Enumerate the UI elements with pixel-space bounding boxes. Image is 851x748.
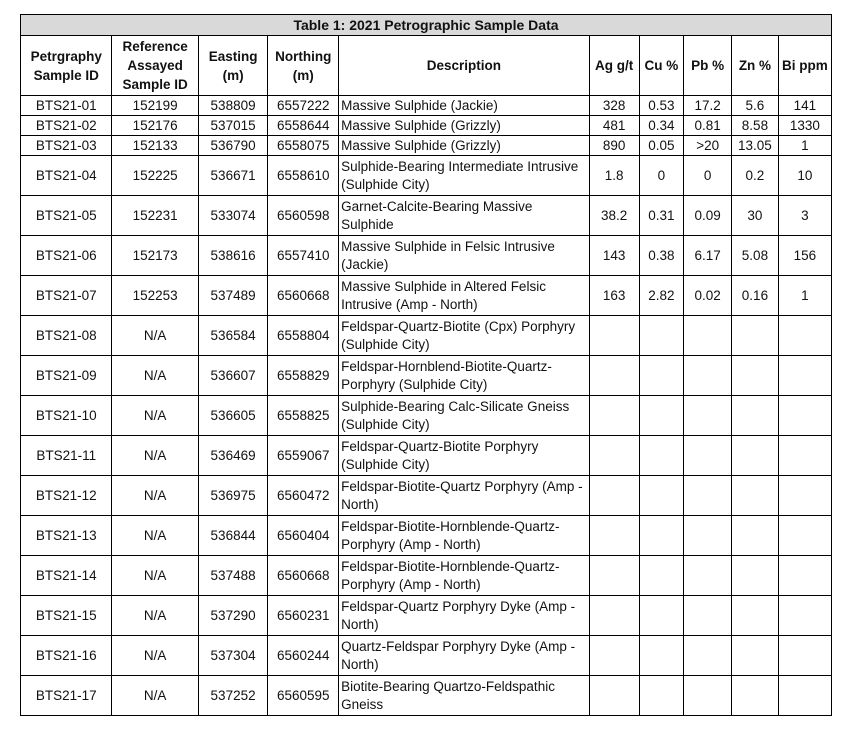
zn-cell [732, 396, 779, 436]
northing-cell: 6560231 [268, 596, 339, 636]
easting-cell: 537304 [198, 636, 268, 676]
pb-cell [684, 596, 732, 636]
reference-id-cell: N/A [112, 516, 198, 556]
northing-cell: 6558644 [268, 116, 339, 136]
pb-cell [684, 676, 732, 716]
reference-id-cell: 152199 [112, 96, 198, 116]
sample-id-cell: BTS21-15 [21, 596, 112, 636]
bi-cell: 1 [778, 276, 831, 316]
reference-id-cell: 152173 [112, 236, 198, 276]
ag-cell: 163 [589, 276, 639, 316]
northing-cell: 6557410 [268, 236, 339, 276]
cu-cell [639, 556, 684, 596]
northing-cell: 6560404 [268, 516, 339, 556]
easting-cell: 537489 [198, 276, 268, 316]
sample-id-cell: BTS21-17 [21, 676, 112, 716]
cu-cell: 0.05 [639, 136, 684, 156]
reference-id-cell: N/A [112, 396, 198, 436]
sample-id-cell: BTS21-10 [21, 396, 112, 436]
description-cell: Feldspar-Quartz-Biotite (Cpx) Porphyry (Sulphide City) [339, 316, 590, 356]
cu-cell [639, 676, 684, 716]
reference-id-cell: N/A [112, 636, 198, 676]
northing-cell: 6560472 [268, 476, 339, 516]
reference-id-cell: 152231 [112, 196, 198, 236]
table-row [21, 556, 832, 596]
zn-cell [732, 436, 779, 476]
ag-cell: 328 [589, 96, 639, 116]
zn-cell [732, 676, 779, 716]
sample-id-cell: BTS21-07 [21, 276, 112, 316]
table-row [21, 316, 832, 356]
table-row [21, 116, 832, 136]
sample-id-cell: BTS21-12 [21, 476, 112, 516]
pb-cell [684, 556, 732, 596]
bi-cell [778, 516, 831, 556]
bi-cell [778, 676, 831, 716]
table-body [21, 96, 832, 716]
easting-cell: 536584 [198, 316, 268, 356]
table-row [21, 596, 832, 636]
table-row [21, 516, 832, 556]
ag-cell: 481 [589, 116, 639, 136]
zn-cell: 13.05 [732, 136, 779, 156]
cu-cell [639, 396, 684, 436]
sample-id-cell: BTS21-01 [21, 96, 112, 116]
bi-cell [778, 436, 831, 476]
header-easting: Easting (m) [198, 36, 268, 96]
pb-cell [684, 476, 732, 516]
zn-cell: 0.16 [732, 276, 779, 316]
northing-cell: 6560598 [268, 196, 339, 236]
description-cell: Feldspar-Biotite-Quartz Porphyry (Amp - North) [339, 476, 590, 516]
table-row [21, 636, 832, 676]
header-sample-id: Petrgraphy Sample ID [21, 36, 112, 96]
ag-cell [589, 556, 639, 596]
bi-cell: 3 [778, 196, 831, 236]
easting-cell: 538616 [198, 236, 268, 276]
table-row [21, 356, 832, 396]
easting-cell: 536469 [198, 436, 268, 476]
zn-cell [732, 356, 779, 396]
zn-cell [732, 636, 779, 676]
northing-cell: 6557222 [268, 96, 339, 116]
northing-cell: 6559067 [268, 436, 339, 476]
reference-id-cell: N/A [112, 596, 198, 636]
northing-cell: 6560668 [268, 556, 339, 596]
bi-cell [778, 476, 831, 516]
northing-cell: 6558075 [268, 136, 339, 156]
bi-cell: 141 [778, 96, 831, 116]
bi-cell: 1 [778, 136, 831, 156]
northing-cell: 6560244 [268, 636, 339, 676]
zn-cell [732, 596, 779, 636]
table-row [21, 396, 832, 436]
header-cu: Cu % [639, 36, 684, 96]
cu-cell [639, 356, 684, 396]
reference-id-cell: N/A [112, 436, 198, 476]
ag-cell: 38.2 [589, 196, 639, 236]
northing-cell: 6558829 [268, 356, 339, 396]
reference-id-cell: N/A [112, 476, 198, 516]
cu-cell [639, 516, 684, 556]
table-row [21, 156, 832, 196]
pb-cell: 6.17 [684, 236, 732, 276]
sample-id-cell: BTS21-16 [21, 636, 112, 676]
header-ag: Ag g/t [589, 36, 639, 96]
pb-cell [684, 516, 732, 556]
easting-cell: 537488 [198, 556, 268, 596]
ag-cell [589, 396, 639, 436]
bi-cell [778, 396, 831, 436]
sample-id-cell: BTS21-08 [21, 316, 112, 356]
cu-cell: 0.31 [639, 196, 684, 236]
easting-cell: 537252 [198, 676, 268, 716]
ag-cell [589, 516, 639, 556]
header-description: Description [339, 36, 590, 96]
easting-cell: 536607 [198, 356, 268, 396]
sample-id-cell: BTS21-02 [21, 116, 112, 136]
zn-cell: 8.58 [732, 116, 779, 136]
description-cell: Massive Sulphide (Jackie) [339, 96, 590, 116]
easting-cell: 538809 [198, 96, 268, 116]
description-cell: Garnet-Calcite-Bearing Massive Sulphide [339, 196, 590, 236]
reference-id-cell: N/A [112, 316, 198, 356]
pb-cell: >20 [684, 136, 732, 156]
table-row [21, 136, 832, 156]
table-row [21, 676, 832, 716]
description-cell: Feldspar-Quartz Porphyry Dyke (Amp - North) [339, 596, 590, 636]
ag-cell: 1.8 [589, 156, 639, 196]
bi-cell [778, 316, 831, 356]
description-cell: Massive Sulphide in Felsic Intrusive (Jackie) [339, 236, 590, 276]
zn-cell [732, 556, 779, 596]
sample-id-cell: BTS21-13 [21, 516, 112, 556]
pb-cell: 0.09 [684, 196, 732, 236]
pb-cell: 0.81 [684, 116, 732, 136]
sample-id-cell: BTS21-06 [21, 236, 112, 276]
description-cell: Quartz-Feldspar Porphyry Dyke (Amp - North) [339, 636, 590, 676]
description-cell: Massive Sulphide (Grizzly) [339, 116, 590, 136]
ag-cell [589, 676, 639, 716]
header-row [21, 36, 832, 96]
pb-cell: 17.2 [684, 96, 732, 116]
easting-cell: 536790 [198, 136, 268, 156]
table-row [21, 436, 832, 476]
easting-cell: 533074 [198, 196, 268, 236]
description-cell: Massive Sulphide (Grizzly) [339, 136, 590, 156]
description-cell: Feldspar-Biotite-Hornblende-Quartz-Porphyry (Amp - North) [339, 556, 590, 596]
cu-cell [639, 636, 684, 676]
northing-cell: 6560595 [268, 676, 339, 716]
reference-id-cell: 152225 [112, 156, 198, 196]
easting-cell: 537290 [198, 596, 268, 636]
cu-cell [639, 476, 684, 516]
cu-cell [639, 436, 684, 476]
zn-cell [732, 476, 779, 516]
description-cell: Massive Sulphide in Altered Felsic Intrusive (Amp - North) [339, 276, 590, 316]
sample-id-cell: BTS21-11 [21, 436, 112, 476]
zn-cell: 0.2 [732, 156, 779, 196]
cu-cell [639, 316, 684, 356]
pb-cell [684, 316, 732, 356]
ag-cell [589, 596, 639, 636]
bi-cell [778, 596, 831, 636]
description-cell: Sulphide-Bearing Calc-Silicate Gneiss (Sulphide City) [339, 396, 590, 436]
bi-cell [778, 636, 831, 676]
header-zn: Zn % [732, 36, 779, 96]
pb-cell [684, 636, 732, 676]
zn-cell [732, 316, 779, 356]
pb-cell [684, 356, 732, 396]
sample-id-cell: BTS21-03 [21, 136, 112, 156]
header-bi: Bi ppm [778, 36, 831, 96]
cu-cell: 0.38 [639, 236, 684, 276]
cu-cell: 2.82 [639, 276, 684, 316]
description-cell: Feldspar-Quartz-Biotite Porphyry (Sulphide City) [339, 436, 590, 476]
table-row [21, 476, 832, 516]
reference-id-cell: 152253 [112, 276, 198, 316]
description-cell: Biotite-Bearing Quartzo-Feldspathic Gneiss [339, 676, 590, 716]
easting-cell: 536605 [198, 396, 268, 436]
easting-cell: 536844 [198, 516, 268, 556]
bi-cell: 10 [778, 156, 831, 196]
petrographic-sample-table [20, 14, 832, 716]
reference-id-cell: N/A [112, 676, 198, 716]
bi-cell [778, 556, 831, 596]
northing-cell: 6558804 [268, 316, 339, 356]
ag-cell [589, 356, 639, 396]
header-pb: Pb % [684, 36, 732, 96]
cu-cell: 0.34 [639, 116, 684, 136]
table-row [21, 96, 832, 116]
ag-cell [589, 476, 639, 516]
sample-id-cell: BTS21-05 [21, 196, 112, 236]
ag-cell [589, 636, 639, 676]
bi-cell: 156 [778, 236, 831, 276]
cu-cell [639, 596, 684, 636]
header-reference-id: Reference Assayed Sample ID [112, 36, 198, 96]
sample-id-cell: BTS21-09 [21, 356, 112, 396]
table-row [21, 236, 832, 276]
description-cell: Feldspar-Biotite-Hornblende-Quartz-Porphyry (Amp - North) [339, 516, 590, 556]
northing-cell: 6558825 [268, 396, 339, 436]
zn-cell [732, 516, 779, 556]
northing-cell: 6560668 [268, 276, 339, 316]
table-row [21, 276, 832, 316]
northing-cell: 6558610 [268, 156, 339, 196]
easting-cell: 536975 [198, 476, 268, 516]
pb-cell: 0.02 [684, 276, 732, 316]
pb-cell: 0 [684, 156, 732, 196]
ag-cell: 143 [589, 236, 639, 276]
reference-id-cell: N/A [112, 556, 198, 596]
table-title: Table 1: 2021 Petrographic Sample Data [21, 15, 832, 36]
description-cell: Sulphide-Bearing Intermediate Intrusive (Sulphide City) [339, 156, 590, 196]
sample-id-cell: BTS21-04 [21, 156, 112, 196]
reference-id-cell: N/A [112, 356, 198, 396]
easting-cell: 536671 [198, 156, 268, 196]
ag-cell [589, 436, 639, 476]
ag-cell: 890 [589, 136, 639, 156]
table-row [21, 196, 832, 236]
ag-cell [589, 316, 639, 356]
pb-cell [684, 396, 732, 436]
cu-cell: 0.53 [639, 96, 684, 116]
zn-cell: 30 [732, 196, 779, 236]
cu-cell: 0 [639, 156, 684, 196]
easting-cell: 537015 [198, 116, 268, 136]
reference-id-cell: 152176 [112, 116, 198, 136]
bi-cell: 1330 [778, 116, 831, 136]
header-northing: Northing (m) [268, 36, 339, 96]
sample-id-cell: BTS21-14 [21, 556, 112, 596]
description-cell: Feldspar-Hornblend-Biotite-Quartz-Porphyry (Sulphide City) [339, 356, 590, 396]
bi-cell [778, 356, 831, 396]
zn-cell: 5.6 [732, 96, 779, 116]
reference-id-cell: 152133 [112, 136, 198, 156]
zn-cell: 5.08 [732, 236, 779, 276]
pb-cell [684, 436, 732, 476]
